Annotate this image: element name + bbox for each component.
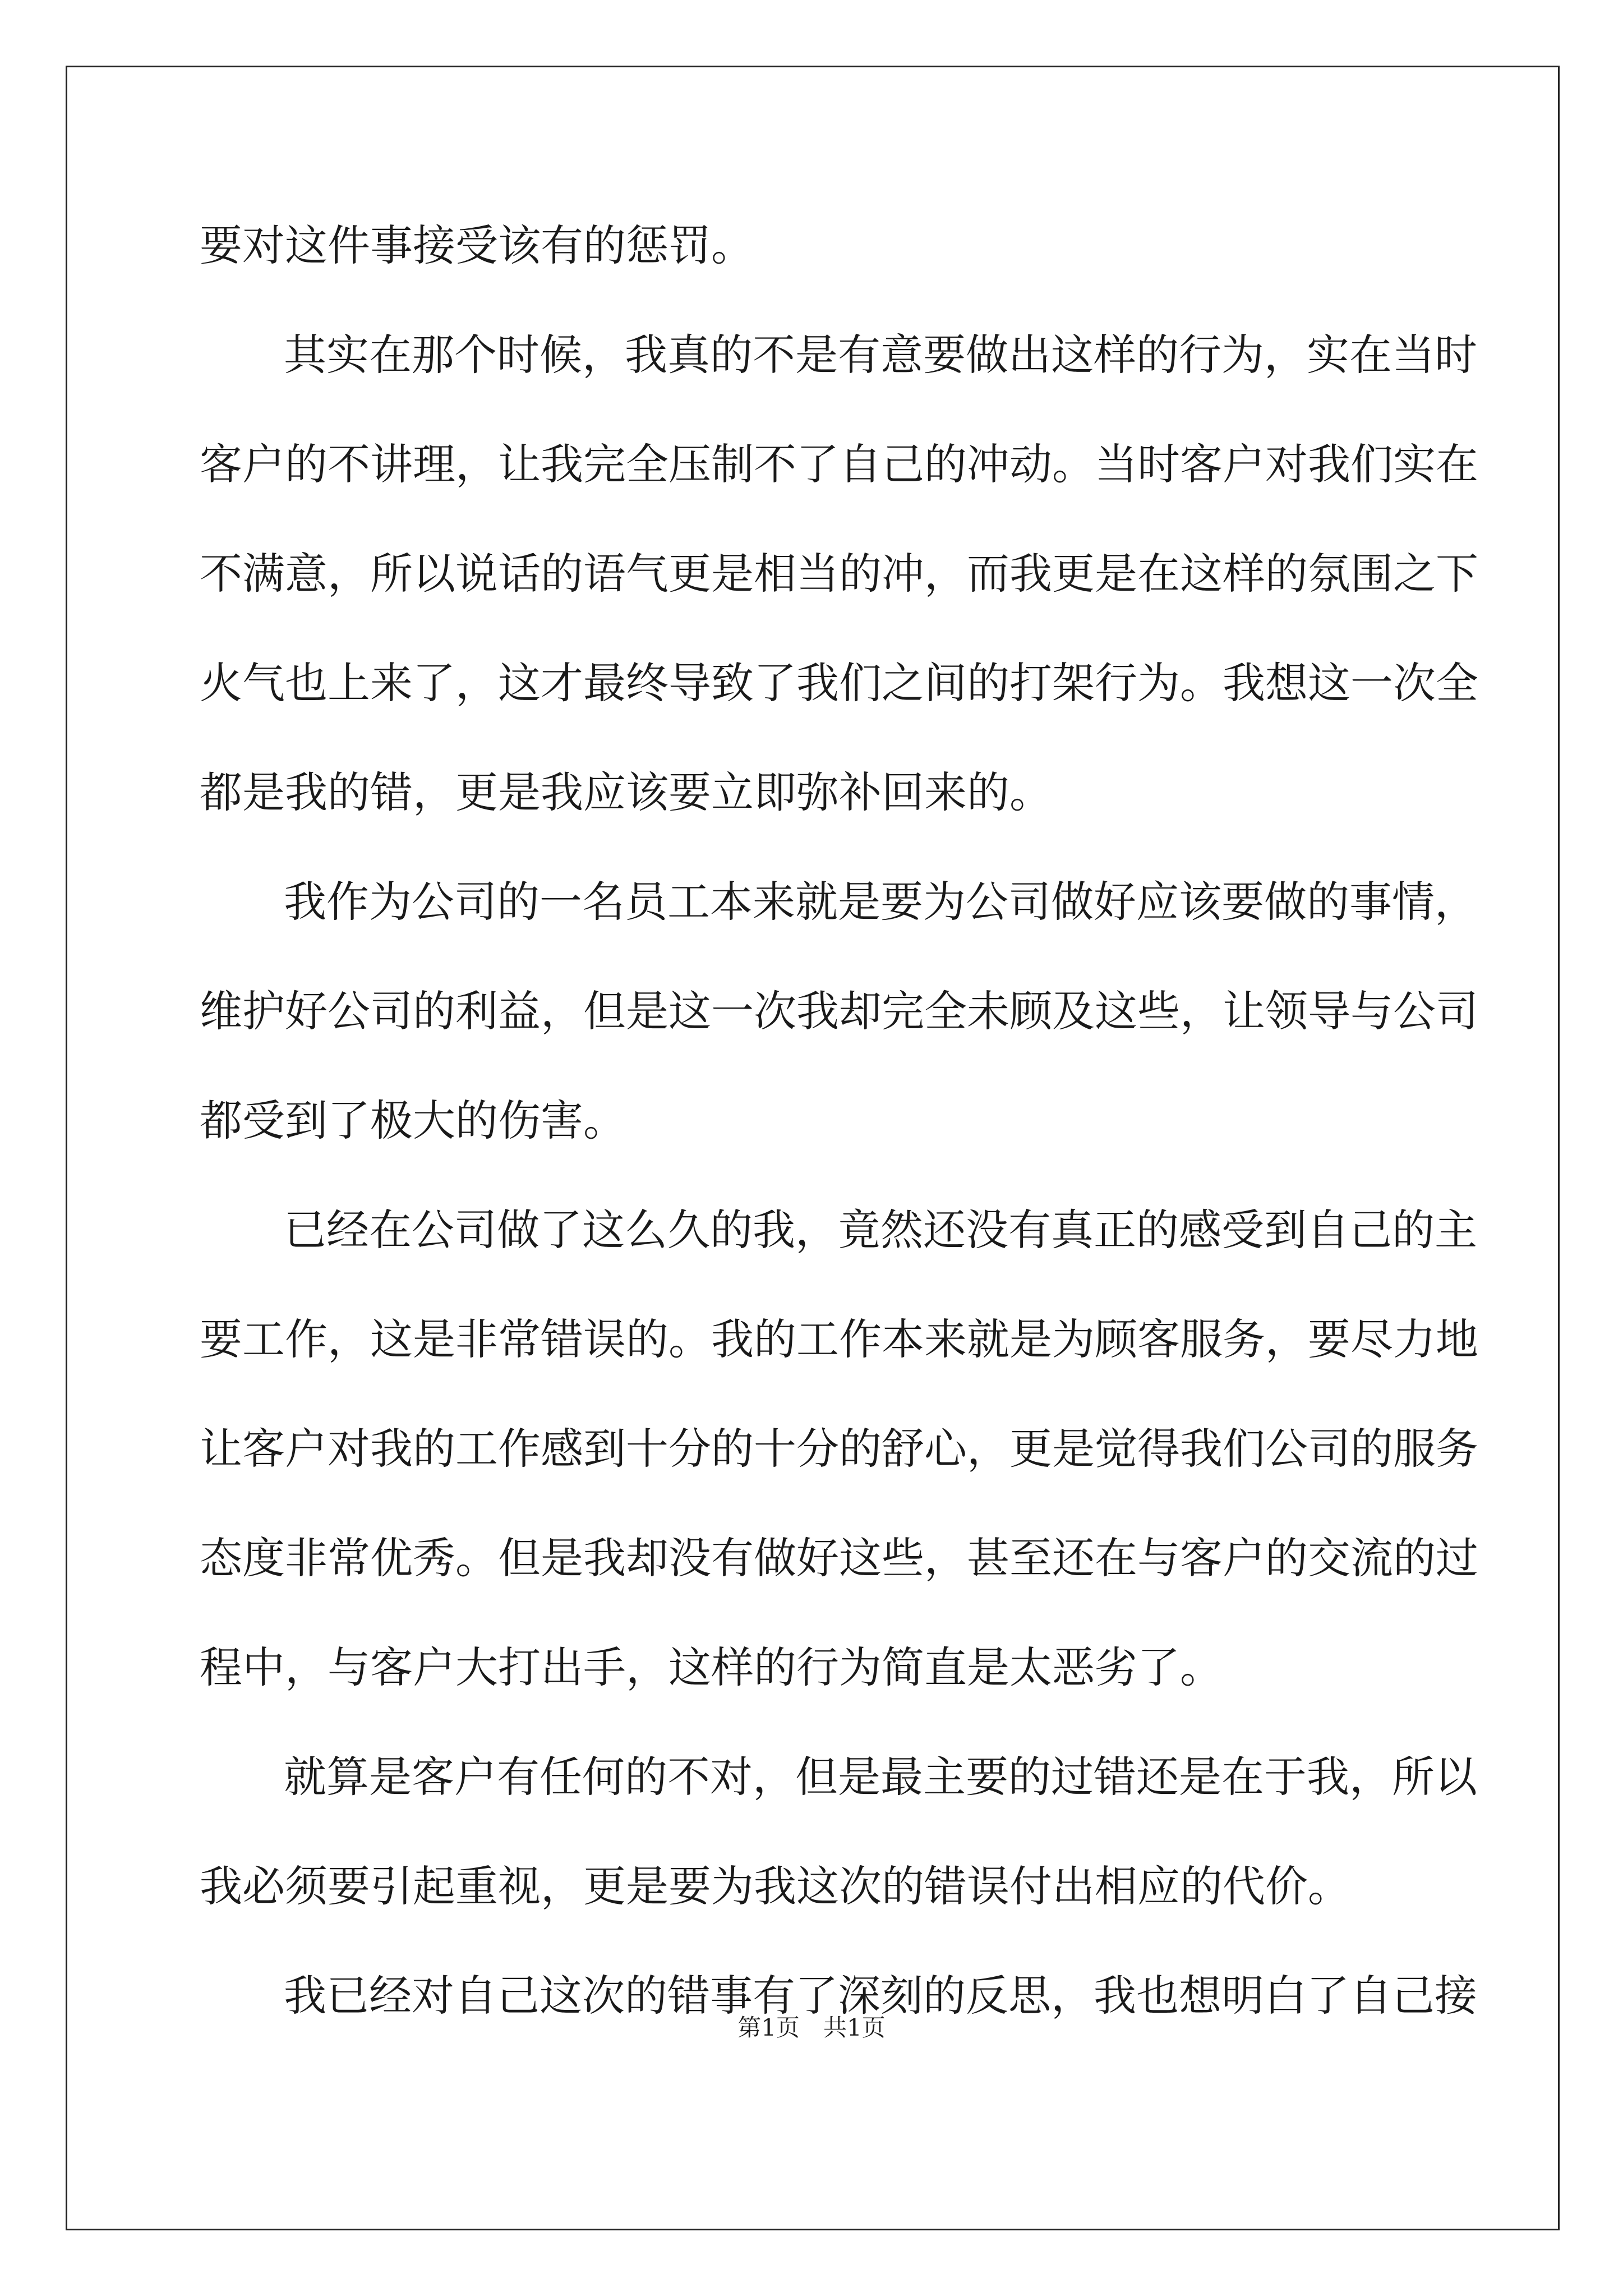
- paragraph-line: 让客户对我的工作感到十分的十分的舒心，更是觉得我们公司的服务: [200, 1424, 1478, 1474]
- paragraph-line: 我必须要引起重视，更是要为我这次的错误付出相应的代价。: [200, 1861, 1350, 1911]
- paragraph-line: 都是我的错，更是我应该要立即弥补回来的。: [200, 767, 1052, 817]
- paragraph-line: 已经在公司做了这么久的我，竟然还没有真正的感受到自己的主: [284, 1205, 1477, 1255]
- paragraph-line: 维护好公司的利益，但是这一次我却完全未顾及这些，让领导与公司: [200, 986, 1478, 1036]
- paragraph-line: 客户的不讲理，让我完全压制不了自己的冲动。当时客户对我们实在: [200, 439, 1478, 489]
- paragraph-line: 其实在那个时候，我真的不是有意要做出这样的行为，实在当时: [284, 330, 1477, 380]
- paragraph-line: 我作为公司的一名员工本来就是要为公司做好应该要做的事情，: [284, 877, 1477, 927]
- paragraph-line: 不满意，所以说话的语气更是相当的冲，而我更是在这样的氛围之下: [200, 549, 1478, 599]
- paragraph-line: 我已经对自己这次的错事有了深刻的反思，我也想明白了自己接: [284, 1971, 1477, 2021]
- paragraph-line: 都受到了极大的伤害。: [200, 1096, 626, 1145]
- paragraph-line: 要工作，这是非常错误的。我的工作本来就是为顾客服务，要尽力地: [200, 1314, 1478, 1364]
- paragraph-line: 就算是客户有任何的不对，但是最主要的过错还是在于我，所以: [284, 1752, 1477, 1802]
- paragraph-line: 要对这件事接受该有的惩罚。: [200, 220, 754, 270]
- page-number-footer: 第1页 共1页: [737, 2014, 886, 2041]
- paragraph-line: 态度非常优秀。但是我却没有做好这些，甚至还在与客户的交流的过: [200, 1533, 1478, 1583]
- paragraph-line: 火气也上来了，这才最终导致了我们之间的打架行为。我想这一次全: [200, 658, 1478, 708]
- paragraph-line: 程中，与客户大打出手，这样的行为简直是太恶劣了。: [200, 1642, 1223, 1692]
